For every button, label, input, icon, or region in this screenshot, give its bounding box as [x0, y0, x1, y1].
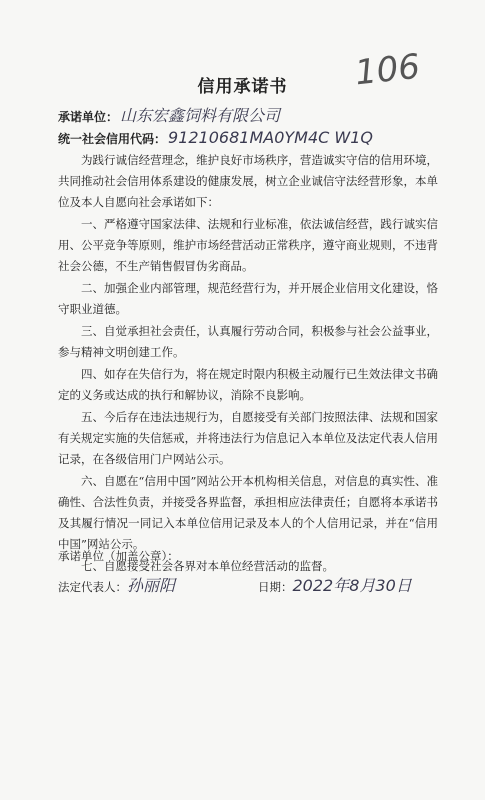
paragraph-5: 五、今后存在违法违规行为，自愿接受有关部门按照法律、法规和国家有关规定实施的失信惩戒，并将违法行为信息记入本单位及法定代表人信用记录，在各级信用门户网站公示。 [58, 410, 438, 466]
paragraph-intro: 为践行诚信经营理念，维护良好市场秩序，营造诚实守信的信用环境，共同推动社会信用体系建设的健康发展，树立企业诚信守法经营形象，本单位及本人自愿向社会承诺如下： [58, 153, 438, 209]
margin-handwritten-number: 106 [353, 46, 422, 94]
document-title: 信用承诺书 [197, 77, 288, 97]
date-label: 日期： [258, 580, 293, 594]
seal-label: 承诺单位（加盖公章）： [58, 549, 179, 563]
paragraph-1: 一、严格遵守国家法律、法规和行业标准，依法诚信经营，践行诚实信用、公平竞争等原则，维护市场经营活动正常秩序，遵守商业规则，不违背社会公德，不生产销售假冒伪劣商品。 [58, 217, 438, 273]
paragraph-2: 二、加强企业内部管理，规范经营行为，并开展企业信用文化建设，恪守职业道德。 [58, 281, 438, 316]
legal-representative-signature: 孙丽阳 [127, 576, 176, 595]
committing-unit-value: 山东宏鑫饲料有限公司 [120, 106, 281, 125]
credit-code-field [58, 128, 373, 147]
seal-line [58, 548, 179, 564]
committing-unit-field [58, 103, 280, 126]
paragraph-3: 三、自觉承担社会责任，认真履行劳动合同，积极参与社会公益事业，参与精神文明创建工作。 [58, 324, 438, 359]
legal-representative-line [58, 573, 175, 596]
paragraph-7: 七、自愿接受社会各界对本单位经营活动的监督。 [81, 559, 334, 573]
credit-code-label: 统一社会信用代码： [58, 132, 167, 146]
date-value: 2022年8月30日 [292, 576, 412, 595]
paragraph-6: 六、自愿在“信用中国”网站公开本机构相关信息，对信息的真实性、准确性、合法性负责，并接受各界监督，承担相应法律责任；自愿将本承诺书及其履行情况一同记入本单位信用记录及本人的个人信用记录，并在“信用中国”网站公示。 [58, 474, 438, 551]
credit-code-value: 91210681MA0YM4C W1Q [168, 128, 373, 147]
legal-representative-label: 法定代表人： [58, 580, 127, 594]
commitment-body [58, 150, 438, 578]
paragraph-4: 四、如存在失信行为，将在规定时限内积极主动履行已生效法律文书确定的义务或达成的执行和解协议，消除不良影响。 [58, 367, 438, 402]
date-line [258, 573, 412, 596]
committing-unit-label: 承诺单位： [58, 110, 119, 124]
